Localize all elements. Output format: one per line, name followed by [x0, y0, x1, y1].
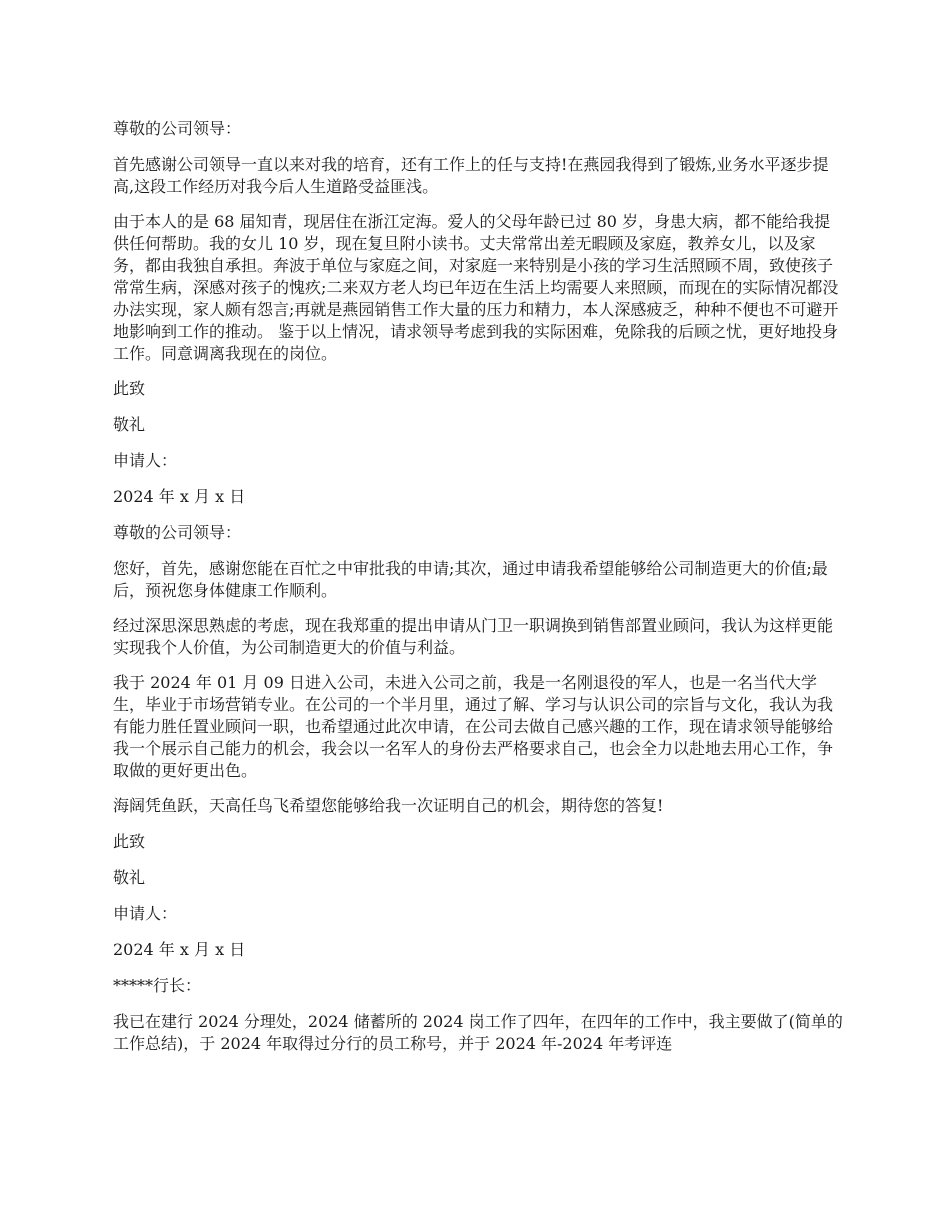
letter2-paragraph-4: 海阔凭鱼跃，天高任鸟飞希望您能够给我一次证明自己的机会，期待您的答复! [113, 796, 664, 815]
letter2-paragraph-1: 您好，首先，感谢您能在百忙之中审批我的申请;其次，通过申请我希望能够给公司制造更大的价值;最后，预祝您身体健康工作顺利。 [113, 559, 828, 600]
letter3-paragraph-1: 我已在建行 2024 分理处，2024 储蓄所的 2024 岗工作了四年，在四年的工作中，我主要做了(简单的工作总结)，于 2024 年取得过分行的员工称号，并于 2024 年-2024 年考评连 [113, 1012, 843, 1053]
letter2-salutation: 尊敬的公司领导： [113, 523, 242, 542]
letter2-paragraph-3: 我于 2024 年 01 月 09 日进入公司，未进入公司之前，我是一名刚退役的军人，也是一名当代大学生，毕业于市场营销专业。在公司的一个半月里，通过了解、学习与认识公司的宗旨与文化，我认为我有能力胜任置业顾问一职，也希望通过此次申请，在公司去做自己感兴趣的工作，现在请求领导能够给我一个展示自己能力的机会，我会以一名军人的身份去严格要求自己，也会全力以赴地去用心工作，争取做的更好更出色。 [113, 673, 834, 780]
letter1-closing-2: 敬礼 [113, 415, 146, 434]
letter2-closing-1: 此致 [113, 832, 146, 851]
letter1-salutation: 尊敬的公司领导： [113, 119, 242, 138]
letter1-paragraph-2: 由于本人的是 68 届知青，现居住在浙江定海。爱人的父母年龄已过 80 岁，身患大病，都不能给我提供任何帮助。我的女儿 10 岁，现在复旦附小读书。丈夫常常出差无暇顾及家庭，教养女儿，以及家务，都由我独自承担。奔波于单位与家庭之间，对家庭一来特别是小孩的学习生活照顾不周，致使孩子常常生病，深感对孩子的愧疚;二来双方老人均已年迈在生活上均需要人来照顾，而现在的实际情况都没办法实现，家人颇有怨言;再就是燕园销售工作大量的压力和精力，本人深感疲乏，种种不便也不可避开地影响到工作的推动。 鉴于以上情况，请求领导考虑到我的实际困难，免除我的后顾之忧，更好地投身工作。同意调离我现在的岗位。 [113, 212, 839, 363]
letter2-closing-2: 敬礼 [113, 868, 146, 887]
letter1-closing-1: 此致 [113, 379, 146, 398]
letter2-paragraph-2: 经过深思深思熟虑的考虑，现在我郑重的提出申请从门卫一职调换到销售部置业顾问，我认为这样更能实现我个人价值，为公司制造更大的价值与利益。 [113, 616, 834, 657]
letter2-applicant: 申请人： [113, 904, 178, 923]
letter1-paragraph-1: 首先感谢公司领导一直以来对我的培育，还有工作上的任与支持!在燕园我得到了锻炼,业务水平逐步提高,这段工作经历对我今后人生道路受益匪浅。 [113, 155, 829, 196]
letter2-date: 2024 年 x 月 x 日 [113, 940, 246, 959]
letter1-date: 2024 年 x 月 x 日 [113, 487, 246, 506]
document-page [113, 118, 843, 1068]
letter1-applicant: 申请人： [113, 451, 178, 470]
letter3-salutation: *****行长： [113, 976, 202, 995]
